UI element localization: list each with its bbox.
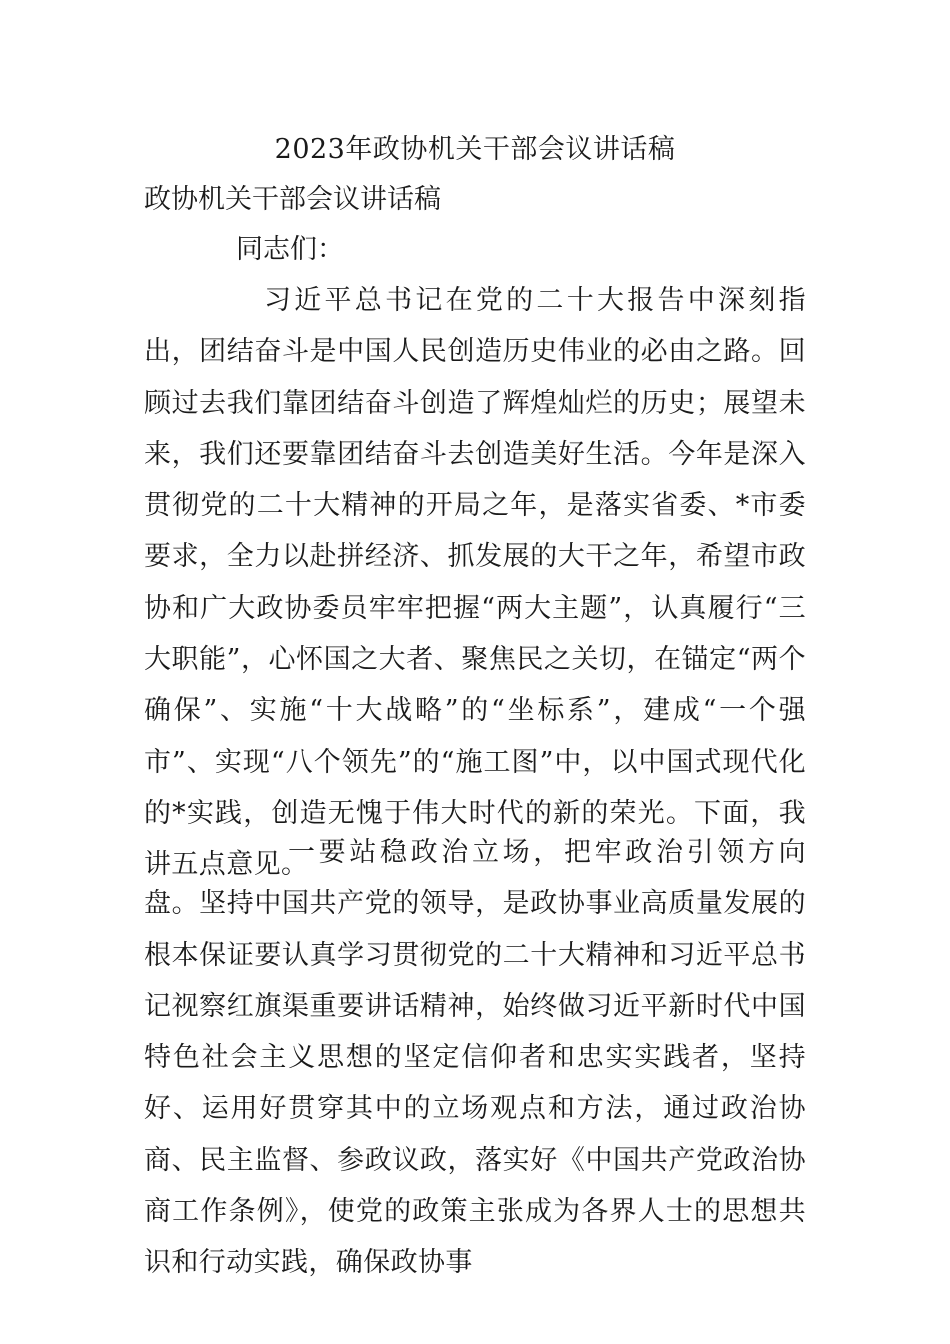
paragraph-point-one: 一要站稳政治立场，把牢政治引领方向盘。坚持中国共产党的领导，是政协事业高质量发展的根本保证要认真学习贯彻党的二十大精神和习近平总书记视察红旗渠重要讲话精神，始终做习近平新时代中国特色社会主义思想的坚定信仰者和忠实实践者，坚持好、运用好贯穿其中的立场观点和方法，通过政治协商、民主监督、参政议政，落实好《中国共产党政治协商工作条例》，使党的政策主张成为各界人士的思想共识和行动实践，确保政协事 (144, 837, 806, 1279)
document-subtitle: 政协机关干部会议讲话稿 (144, 184, 441, 215)
paragraph-intro: 习近平总书记在党的二十大报告中深刻指出，团结奋斗是中国人民创造历史伟业的必由之路。回顾过去我们靠团结奋斗创造了辉煌灿烂的历史；展望未来，我们还要靠团结奋斗去创造美好生活。今年是深入贯彻党的二十大精神的开局之年，是落实省委、*市委要求，全力以赴拼经济、抓发展的大干之年，希望市政协和广大政协委员牢牢把握“两大主题”，认真履行“三大职能”，心怀国之大者、聚焦民之关切，在锚定“两个确保”、实施“十大战略”的“坐标系”，建成“一个强市”、实现“八个领先”的“施工图”中，以中国式现代化的*实践，创造无愧于伟大时代的新的荣光。下面，我讲五点意见。 (144, 285, 806, 881)
document-title: 2023年政协机关干部会议讲话稿 (274, 134, 676, 165)
greeting: 同志们： (236, 234, 344, 265)
